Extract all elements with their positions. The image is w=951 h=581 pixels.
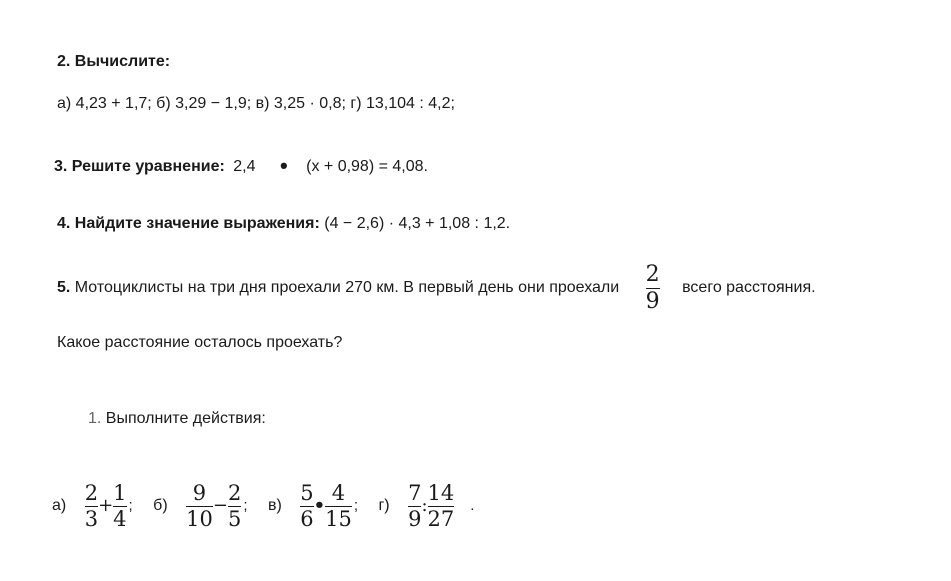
denominator: 9 — [408, 506, 422, 531]
task-5-fraction-numerator: 2 — [645, 262, 660, 288]
denominator: 4 — [113, 506, 127, 531]
task-1-a-separator: ; — [128, 497, 133, 514]
task-3-left-operand: 2,4 — [233, 158, 256, 175]
task-2-heading — [57, 52, 170, 72]
task-1-c-fraction-2 — [325, 482, 352, 529]
task-1-a-letter: а) — [52, 497, 67, 514]
numerator: 2 — [227, 481, 242, 506]
task-1-b-separator: ; — [243, 497, 248, 514]
task-4-expression: (4 − 2,6) · 4,3 + 1,08 : 1,2. — [324, 215, 511, 232]
task-3-multiply-dot: • — [279, 153, 288, 178]
task-1-d-fraction-2 — [428, 482, 455, 529]
task-5-fraction — [646, 263, 660, 312]
task-1-b-fraction-1 — [186, 482, 213, 529]
task-5-text-after: всего расстояния. — [682, 279, 816, 296]
task-3-label: Решите уравнение: — [71, 158, 225, 175]
task-1-b-letter: б) — [153, 497, 168, 514]
task-5-question: Какое расстояние осталось проехать? — [57, 334, 343, 351]
task-3-line — [54, 153, 428, 178]
task-1-a-fraction-1 — [85, 482, 98, 529]
task-3-right-expression: (x + 0,98) = 4,08. — [306, 158, 428, 175]
task-2-number: 2. — [57, 53, 71, 70]
denominator: 10 — [186, 506, 213, 531]
task-1-d-fraction-1 — [408, 482, 421, 529]
task-5-fraction-denominator: 9 — [645, 288, 660, 314]
task-1-c-letter: в) — [267, 497, 282, 514]
task-1-d-separator: . — [470, 497, 475, 514]
numerator: 1 — [113, 481, 127, 506]
denominator: 3 — [84, 506, 99, 531]
task-5-text-before: Мотоциклисты на три дня проехали 270 км. В первый день они проехали — [74, 279, 620, 296]
task-4-label: Найдите значение выражения: — [74, 215, 320, 232]
task-4-number: 4. — [57, 215, 71, 232]
numerator: 7 — [408, 481, 422, 506]
task-2-label: Вычислите: — [74, 53, 171, 70]
denominator: 5 — [227, 506, 242, 531]
task-1-a-operator: + — [98, 495, 114, 516]
task-1-c-fraction-1 — [300, 482, 313, 529]
task-3-number: 3. — [54, 158, 68, 175]
task-1-c-operator: • — [313, 495, 326, 516]
task-1-d-letter: г) — [378, 497, 390, 514]
numerator: 9 — [192, 481, 207, 506]
task-1-label: Выполните действия: — [105, 410, 266, 427]
task-1-expressions — [52, 478, 480, 534]
task-5-number: 5. — [57, 279, 71, 297]
denominator: 15 — [325, 506, 352, 531]
task-1-b-fraction-2 — [228, 482, 241, 529]
numerator: 4 — [331, 481, 346, 506]
task-1-d-operator: : — [421, 495, 428, 516]
task-1-c-separator: ; — [353, 497, 359, 514]
task-4-line — [57, 214, 510, 234]
task-1-number: 1. — [88, 410, 102, 427]
denominator: 6 — [300, 506, 314, 531]
task-2-items: а) 4,23 + 1,7; б) 3,29 − 1,9; в) 3,25 · 0,8; г) 13,104 : 4,2; — [57, 95, 455, 112]
task-1-a-fraction-2 — [113, 482, 126, 529]
numerator: 2 — [84, 481, 99, 506]
task-1-heading — [88, 409, 266, 429]
task-5-line — [57, 262, 816, 314]
numerator: 5 — [300, 481, 314, 506]
denominator: 27 — [427, 506, 455, 531]
task-1-b-operator: − — [212, 495, 228, 516]
numerator: 14 — [427, 481, 455, 506]
